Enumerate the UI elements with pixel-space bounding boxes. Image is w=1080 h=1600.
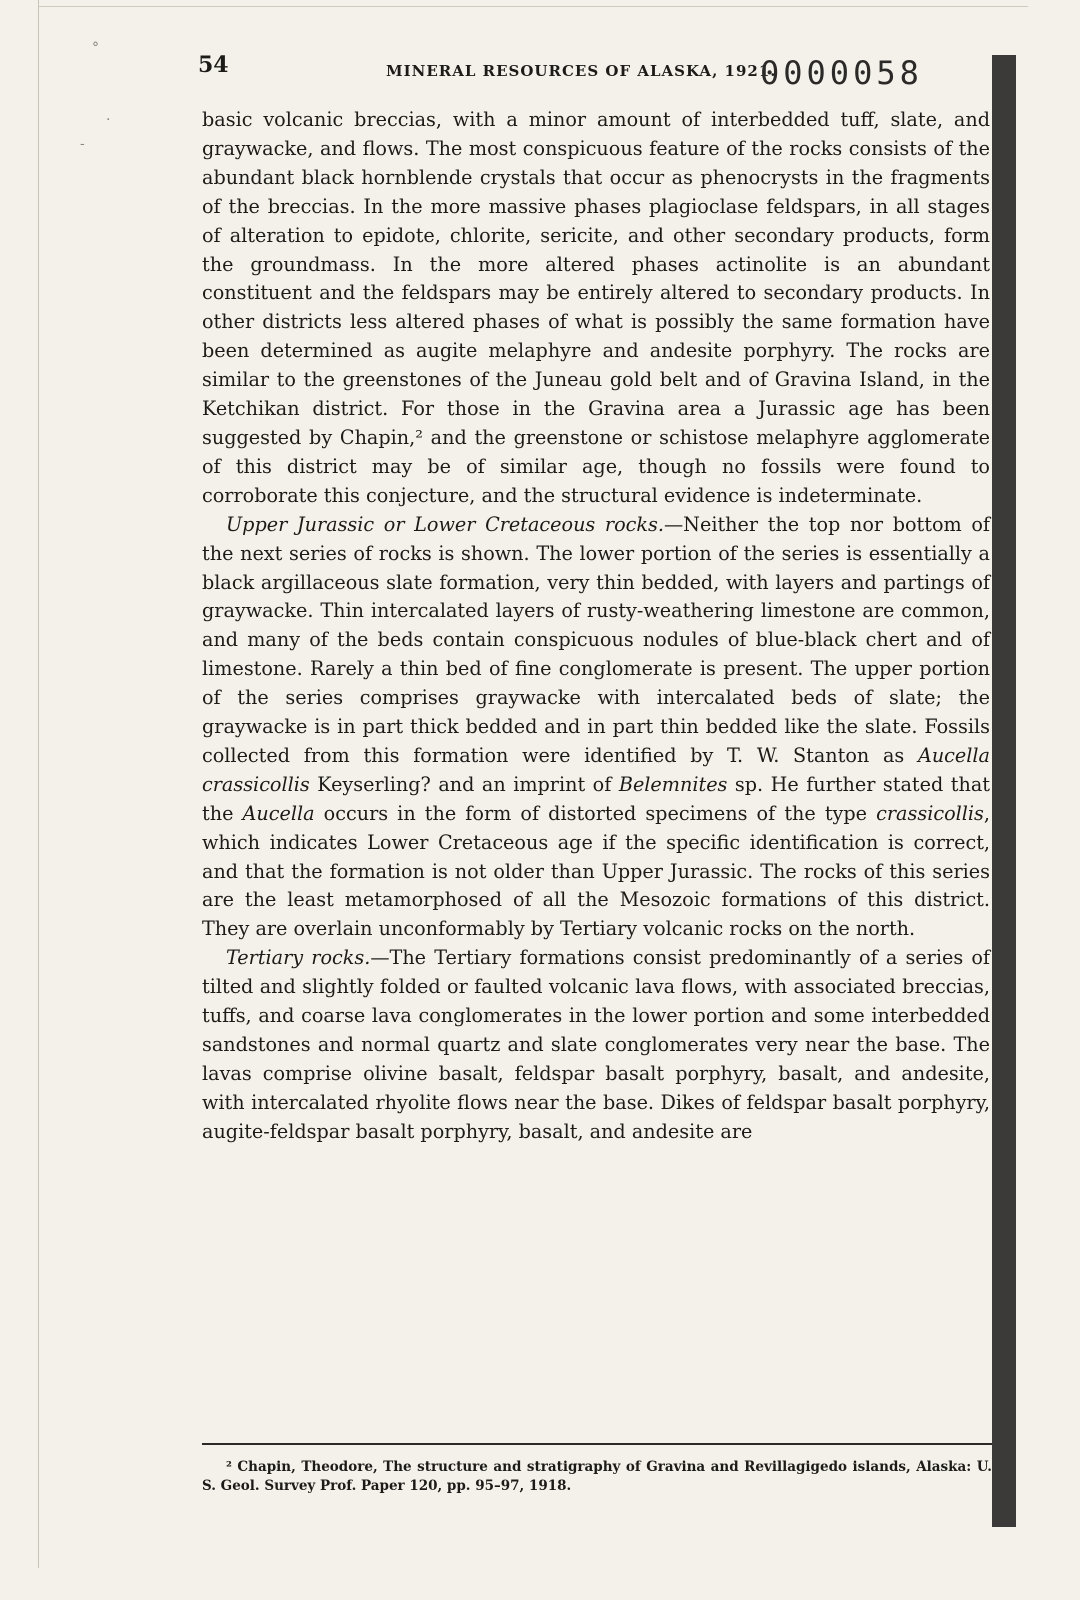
- footnote-rule: [202, 1443, 992, 1445]
- paragraph-text: —The Tertiary formations consist predominantly of a series of tilted and slightly folded or faulted volcanic lava flows, with associated breccias, tuffs, and coarse lava conglomerates in the lower portion and some interbedded sandstones and normal quartz and slate conglomerates very near the base. The lavas comprise olivine basalt, feldspar basalt porphyry, basalt, and andesite, with intercalated rhyolite flows near the base. Dikes of feldspar basalt porphyry, augite-feldspar basalt porphyry, basalt, and andesite are: [202, 946, 990, 1143]
- paragraph-text: occurs in the form of distorted specimens of the type: [314, 801, 877, 825]
- scan-binding-shadow: [992, 55, 1016, 1527]
- species-name: Aucella crassicollis: [202, 743, 990, 796]
- scan-speck: -: [80, 136, 85, 152]
- page-header: [188, 52, 988, 92]
- genus-name: Aucella: [242, 801, 315, 825]
- paragraph-text: , which indicates Lower Cretaceous age if the specific identification is correct, and that the formation is not older than Upper Jurassic. The rocks of this series are the least metamorphosed of all the Mesozoic formations of this district. They are overlain unconformably by Tertiary volcanic rocks on the north.: [202, 801, 990, 941]
- scan-edge-top: [38, 6, 1028, 7]
- paragraph-greenstone: basic volcanic breccias, with a minor amount of interbedded tuff, slate, and graywacke, and flows. The most conspicuous feature of the rocks consists of the abundant black hornblende crystals that occur as phenocrysts in the fragments of the breccias. In the more massive phases plagioclase feldspars, in all stages of alteration to epidote, chlorite, sericite, and other secondary products, form the groundmass. In the more altered phases actinolite is an abundant constituent and the feldspars may be entirely altered to secondary products. In other districts less altered phases of what is possibly the same formation have been determined as augite melaphyre and andesite porphyry. The rocks are similar to the greenstones of the Juneau gold belt and of Gravina Island, in the Ketchikan district. For those in the Gravina area a Jurassic age has been suggested by Chapin,² and the greenstone or schistose melaphyre agglomerate of this district may be of similar age, though no fossils were found to corroborate this conjecture, and the structural evidence is indeterminate.: [202, 108, 990, 507]
- paragraph-text: —Neither the top nor bottom of the next series of rocks is shown. The lower portion of the series is essentially a black argillaceous slate formation, very thin bedded, with layers and partings of graywacke. Thin intercalated layers of rusty-weathering limestone are common, and many of the beds contain conspicuous nodules of blue-black chert and of limestone. Rarely a thin bed of fine conglomerate is present. The upper portion of the series comprises graywacke with intercalated beds of slate; the graywacke is in part thick bedded and in part thin bedded like the slate. Fossils collected from this formation were identified by T. W. Stanton as: [202, 512, 990, 767]
- scan-speck: °: [92, 40, 99, 56]
- document-stamp-number: 0000058: [760, 54, 923, 92]
- paragraph-text: sp. He further stated that the: [202, 772, 990, 825]
- paragraph-text: Keyserling? and an imprint of: [309, 772, 619, 796]
- scan-edge: [38, 0, 39, 1568]
- paragraph-jurassic-cretaceous: [202, 511, 990, 945]
- scan-speck: ·: [106, 112, 111, 128]
- paragraph-tertiary: [202, 944, 990, 1146]
- section-heading-jurassic: Upper Jurassic or Lower Cretaceous rocks.: [226, 512, 664, 536]
- species-name: crassicollis: [876, 801, 984, 825]
- body-text: [202, 106, 990, 1147]
- page-number: 54: [198, 52, 229, 78]
- running-head: MINERAL RESOURCES OF ALASKA, 1921.: [386, 62, 777, 80]
- footnote: ² Chapin, Theodore, The structure and stratigraphy of Gravina and Revillagigedo islands, Alaska: U. S. Geol. Survey Prof. Paper 120, pp. 95–97, 1918.: [202, 1459, 992, 1494]
- genus-name: Belemnites: [618, 772, 728, 796]
- section-heading-tertiary: Tertiary rocks.: [226, 946, 371, 970]
